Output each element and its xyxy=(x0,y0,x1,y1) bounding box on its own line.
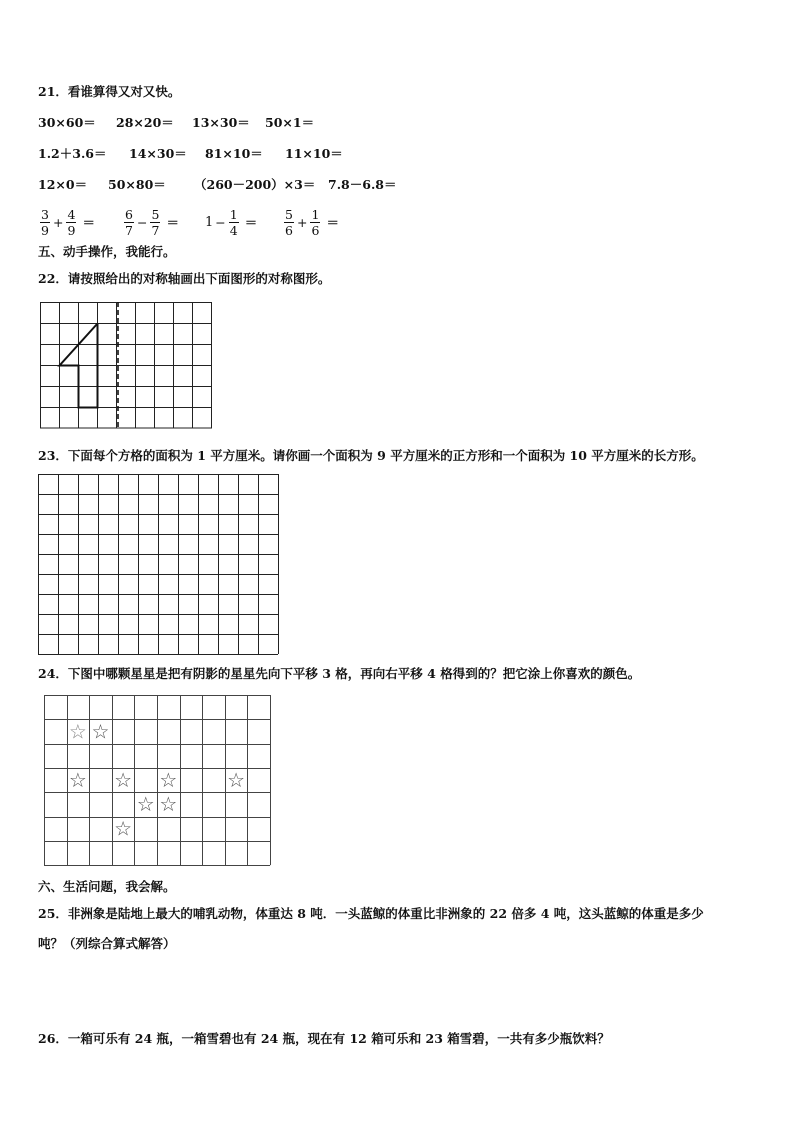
operator: + xyxy=(297,214,308,230)
star-icon[interactable]: ☆ xyxy=(114,767,133,792)
star-icon[interactable]: ☆ xyxy=(91,719,110,744)
numerator: 5 xyxy=(285,206,293,222)
star-icon[interactable]: ☆ xyxy=(136,792,155,817)
denominator: 6 xyxy=(285,222,293,238)
numerator: 6 xyxy=(125,206,133,222)
star-icon[interactable]: ☆ xyxy=(114,816,133,841)
calc-item: 28×20＝ xyxy=(116,115,174,130)
section-5-heading: 五、动手操作，我能行。 xyxy=(38,244,176,259)
denominator: 7 xyxy=(125,222,133,238)
denominator: 9 xyxy=(67,222,76,238)
calc-item: 7.8－6.8＝ xyxy=(328,177,397,192)
calc-item: 30×60＝ xyxy=(38,115,96,130)
fraction xyxy=(124,207,134,238)
fraction xyxy=(40,207,50,238)
calc-item: （260－200）×3＝ xyxy=(194,177,316,192)
numerator: 3 xyxy=(41,206,49,222)
numerator: 5 xyxy=(151,206,160,222)
fraction xyxy=(150,207,160,238)
question-24-title: 24．下图中哪颗星星是把有阴影的星星先向下平移 3 格，再向右平移 4 格得到的？把它涂上你喜欢的颜色。 xyxy=(38,666,641,681)
question-25-line2: 吨？（列综合算式解答） xyxy=(38,936,176,951)
equals-sign: ＝ xyxy=(326,215,339,230)
fraction-row xyxy=(38,200,438,244)
question-22-title: 22．请按照给出的对称轴画出下面图形的对称图形。 xyxy=(38,271,331,286)
operator: − xyxy=(215,214,226,230)
question-21-title: 21．看谁算得又对又快。 xyxy=(38,84,181,99)
shaded-star-icon[interactable]: ☆ xyxy=(68,719,87,744)
calc-item: 50×1＝ xyxy=(265,115,315,130)
equals-sign: ＝ xyxy=(244,215,258,230)
numerator: 1 xyxy=(311,206,320,222)
star-grid xyxy=(44,695,273,868)
calc-item: 14×30＝ xyxy=(129,146,187,161)
denominator: 9 xyxy=(41,222,49,238)
denominator: 7 xyxy=(151,222,160,238)
denominator: 4 xyxy=(229,222,238,238)
equals-sign: ＝ xyxy=(82,215,95,230)
question-26-title: 26．一箱可乐有 24 瓶，一箱雪碧也有 24 瓶，现在有 12 箱可乐和 23 箱雪碧，一共有多少瓶饮料？ xyxy=(38,1031,610,1046)
numerator: 4 xyxy=(67,206,76,222)
fraction xyxy=(284,207,294,238)
calc-item: 12×0＝ xyxy=(38,177,88,192)
numerator: 1 xyxy=(229,206,238,222)
symmetry-grid xyxy=(40,302,214,430)
star-icon[interactable]: ☆ xyxy=(159,792,178,817)
calc-item: 1.2＋3.6＝ xyxy=(38,146,107,161)
question-25-line1: 25．非洲象是陆地上最大的哺乳动物，体重达 8 吨．一头蓝鲸的体重比非洲象的 22 倍多 4 吨，这头蓝鲸的体重是多少 xyxy=(38,906,704,921)
calc-item: 81×10＝ xyxy=(205,146,263,161)
star-icon[interactable]: ☆ xyxy=(159,767,178,792)
fraction xyxy=(66,207,76,238)
fraction xyxy=(229,207,239,238)
calc-item: 11×10＝ xyxy=(285,146,343,161)
denominator: 6 xyxy=(311,222,320,238)
whole-number: 1 xyxy=(205,214,214,230)
fraction-expression xyxy=(38,200,95,244)
fraction-expression xyxy=(282,200,339,244)
operator: + xyxy=(53,214,64,230)
operator: − xyxy=(137,214,148,230)
section-6-heading: 六、生活问题，我会解。 xyxy=(38,879,176,894)
fraction-expression xyxy=(204,200,257,244)
question-23-title: 23．下面每个方格的面积为 1 平方厘米。请你画一个面积为 9 平方厘米的正方形和一个面积为 10 平方厘米的长方形。 xyxy=(38,448,704,463)
star-icon[interactable]: ☆ xyxy=(227,767,246,792)
equals-sign: ＝ xyxy=(166,215,179,230)
calc-item: 13×30＝ xyxy=(192,115,250,130)
fraction xyxy=(310,207,320,238)
drawing-grid xyxy=(38,474,281,656)
star-icon[interactable]: ☆ xyxy=(68,767,87,792)
fraction-expression xyxy=(122,200,179,244)
calc-item: 50×80＝ xyxy=(108,177,166,192)
